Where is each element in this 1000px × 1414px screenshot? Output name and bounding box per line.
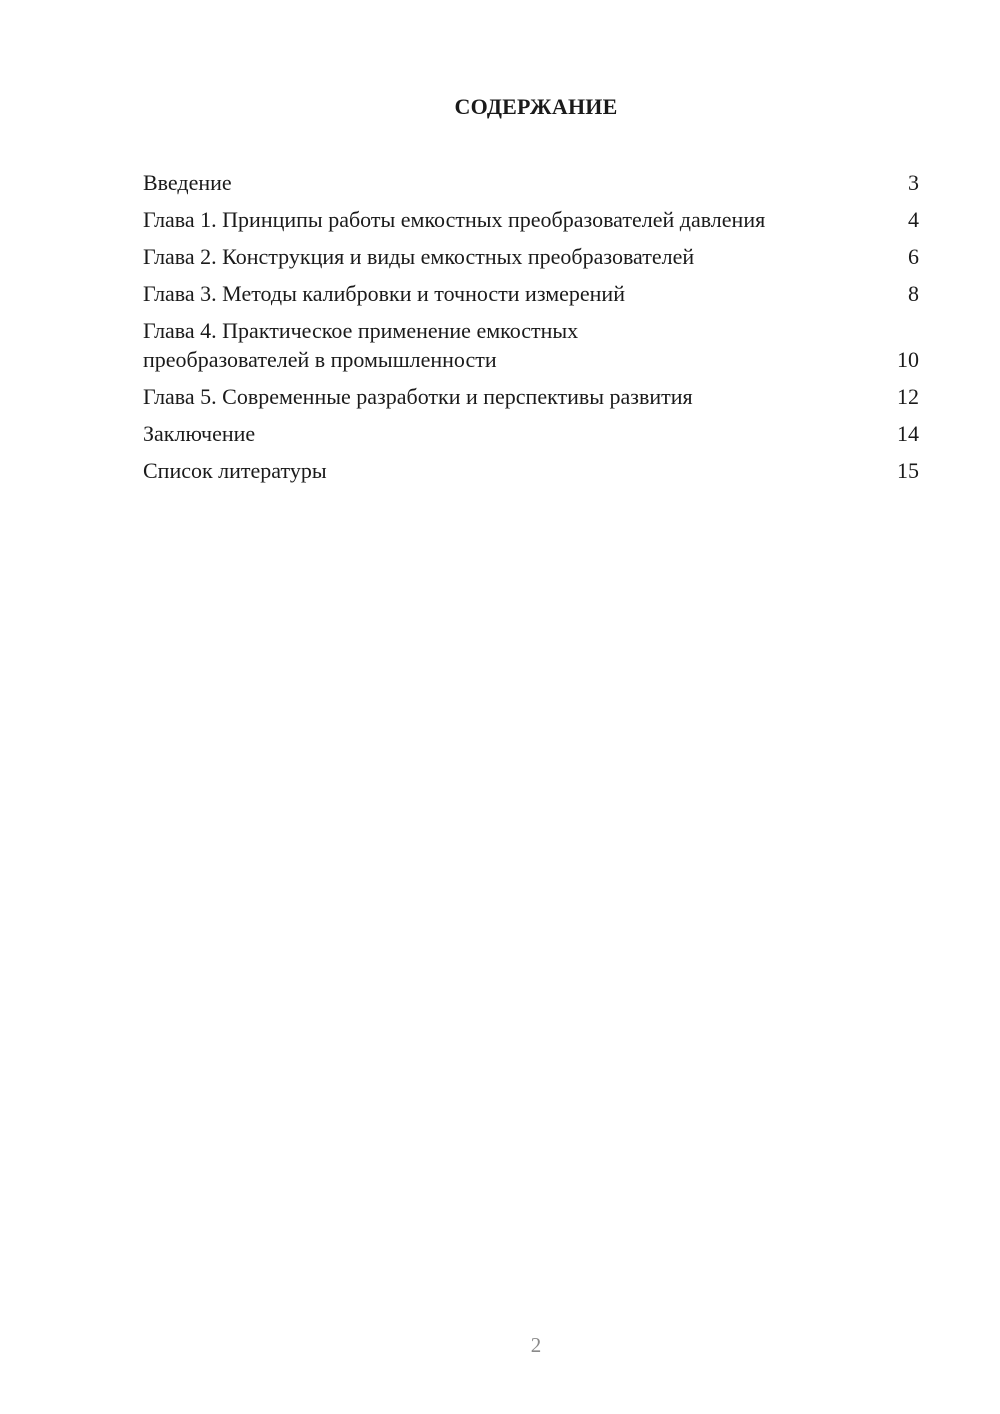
- toc-entry-label: Список литературы: [143, 458, 327, 483]
- toc-entry-chapter-1: [143, 205, 919, 234]
- toc-entry-conclusion: [143, 419, 919, 448]
- toc-entry-page: 8: [908, 281, 919, 306]
- toc-entry-label: Глава 2. Конструкция и виды емкостных преобразователей: [143, 244, 695, 269]
- toc-entry-chapter-3: [143, 279, 919, 308]
- toc-entry-chapter-5: [143, 382, 919, 411]
- toc-entry-page: 10: [897, 347, 919, 372]
- toc-entry-label: Глава 4. Практическое применение емкостных преобразователей в промышленности: [143, 318, 579, 372]
- toc-entry-references: [143, 456, 919, 485]
- table-of-contents: [143, 168, 919, 493]
- toc-entry-label: Введение: [143, 170, 232, 195]
- toc-entry-label: Глава 3. Методы калибровки и точности измерений: [143, 281, 625, 306]
- toc-title: СОДЕРЖАНИЕ: [454, 94, 618, 119]
- toc-entry-label: Глава 5. Современные разработки и перспективы развития: [143, 384, 693, 409]
- toc-entry-page: 15: [897, 458, 919, 483]
- toc-entry-chapter-4: [143, 316, 919, 374]
- toc-entry-label: Глава 1. Принципы работы емкостных преобразователей давления: [143, 207, 766, 232]
- toc-entry-label: Заключение: [143, 421, 256, 446]
- toc-entry-page: 4: [908, 207, 919, 232]
- toc-entry-page: 12: [897, 384, 919, 409]
- page-number: 2: [530, 1333, 542, 1357]
- toc-entry-chapter-2: [143, 242, 919, 271]
- toc-entry-page: 14: [897, 421, 919, 446]
- toc-entry-page: 3: [908, 170, 919, 195]
- toc-entry-page: 6: [908, 244, 919, 269]
- toc-entry-introduction: [143, 168, 919, 197]
